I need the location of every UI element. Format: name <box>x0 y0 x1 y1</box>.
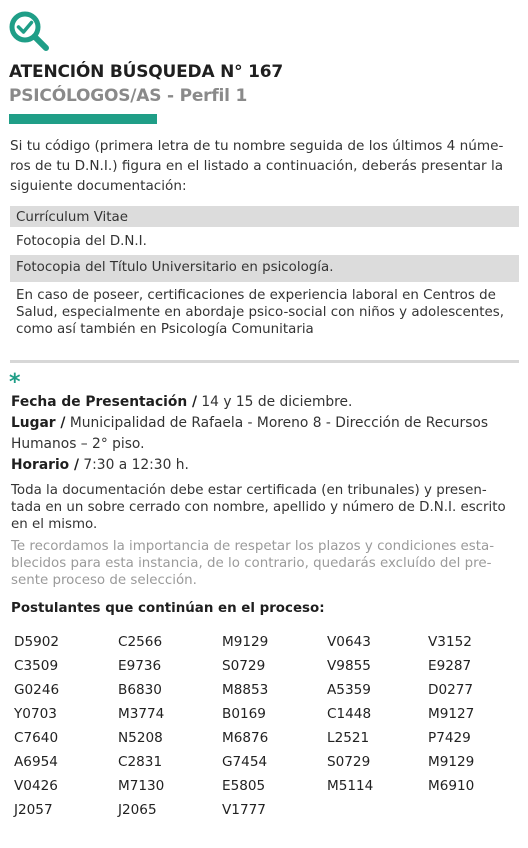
document-item-certificaciones <box>10 282 519 341</box>
applicant-code: N5208 <box>118 730 163 746</box>
applicant-code: M7130 <box>118 778 165 794</box>
applicant-code: G0246 <box>14 682 60 698</box>
applicants-title: Postulantes que continúan en el proceso: <box>11 601 325 616</box>
applicant-code: B0169 <box>222 706 266 722</box>
note-line: sente proceso de selección. <box>11 573 197 588</box>
document-label: Fotocopia del Título Universitario en psicología. <box>16 260 334 275</box>
applicant-code: E5805 <box>222 778 266 794</box>
applicant-code: V9855 <box>327 658 371 674</box>
applicant-code: D0277 <box>428 682 474 698</box>
applicant-code: M5114 <box>327 778 374 794</box>
document-line: En caso de poseer, certificaciones de experiencia laboral en Centros de <box>16 288 496 303</box>
lugar-value: Municipalidad de Rafaela - Moreno 8 - Dirección de Recursos <box>65 415 489 431</box>
applicant-code: G7454 <box>222 754 268 770</box>
intro-line: Si tu código (primera letra de tu nombre seguida de los últimos 4 núme- <box>10 138 504 154</box>
applicant-code: S0729 <box>222 658 266 674</box>
intro-line: ros de tu D.N.I.) figura en el listado a continuación, deberás presentar la <box>10 158 504 174</box>
applicant-code: V0643 <box>327 634 371 650</box>
applicant-code: E9736 <box>118 658 162 674</box>
applicant-code: C2831 <box>118 754 163 770</box>
applicant-code: M9127 <box>428 706 475 722</box>
intro-paragraph <box>10 136 518 196</box>
fecha-presentacion <box>11 392 516 413</box>
document-line: Salud, especialmente en abordaje psico-social con niños y adolescentes, <box>16 305 504 320</box>
applicant-code: A5359 <box>327 682 371 698</box>
applicant-code: M3774 <box>118 706 165 722</box>
applicant-code: D5902 <box>14 634 60 650</box>
applicant-code: M9129 <box>222 634 269 650</box>
applicant-code: B6830 <box>118 682 162 698</box>
document-item-cv <box>10 206 519 227</box>
applicant-code: A6954 <box>14 754 58 770</box>
fecha-label: Fecha de Presentación / <box>11 394 197 410</box>
document-list <box>10 206 519 341</box>
note-line: Toda la documentación debe estar certificada (en tribunales) y presen- <box>11 483 487 498</box>
applicant-codes-grid <box>14 630 514 830</box>
fecha-value: 14 y 15 de diciembre. <box>197 394 353 410</box>
note-line: Te recordamos la importancia de respetar los plazos y condiciones esta- <box>11 539 495 554</box>
horario <box>11 455 516 476</box>
applicant-code: V1777 <box>222 802 266 818</box>
applicant-code: J2065 <box>118 802 157 818</box>
reminder-note <box>11 538 519 589</box>
applicant-code: J2057 <box>14 802 53 818</box>
certification-note <box>11 482 519 533</box>
search-check-icon <box>8 10 50 52</box>
document-item-titulo <box>10 255 519 282</box>
applicant-code: C1448 <box>327 706 372 722</box>
applicant-code: C2566 <box>118 634 163 650</box>
applicant-code: M8853 <box>222 682 269 698</box>
document-label: Fotocopia del D.N.I. <box>16 234 147 249</box>
document-label: Currículum Vitae <box>16 210 128 225</box>
document-item-dni <box>10 227 519 255</box>
applicant-code: Y0703 <box>14 706 57 722</box>
document-line: como así también en Psicología Comunitaria <box>16 322 314 337</box>
note-line: blecidos para esta instancia, de lo contrario, quedarás excluído del pre- <box>11 556 492 571</box>
applicant-code: M6876 <box>222 730 269 746</box>
lugar-value: Humanos – 2° piso. <box>11 436 145 452</box>
note-line: tada en un sobre cerrado con nombre, apellido y número de D.N.I. escrito <box>11 500 506 515</box>
applicant-code: S0729 <box>327 754 371 770</box>
applicant-code: C3509 <box>14 658 59 674</box>
horario-label: Horario / <box>11 457 79 473</box>
applicant-code: L2521 <box>327 730 370 746</box>
applicant-code: P7429 <box>428 730 471 746</box>
asterisk-icon: * <box>9 370 21 395</box>
intro-line: siguiente documentación: <box>10 178 187 194</box>
lugar <box>11 413 516 434</box>
horario-value: 7:30 a 12:30 h. <box>79 457 189 473</box>
page-title: ATENCIÓN BÚSQUEDA N° 167 <box>9 62 284 82</box>
applicant-code: V3152 <box>428 634 472 650</box>
accent-bar <box>9 114 157 124</box>
applicant-code: M9129 <box>428 754 475 770</box>
page-subtitle: PSICÓLOGOS/AS - Perfil 1 <box>9 86 248 106</box>
lugar-continued <box>11 434 516 455</box>
divider <box>10 360 519 363</box>
applicant-code: E9287 <box>428 658 472 674</box>
applicant-code: M6910 <box>428 778 475 794</box>
applicant-code: C7640 <box>14 730 59 746</box>
applicant-code: V0426 <box>14 778 58 794</box>
lugar-label: Lugar / <box>11 415 66 431</box>
note-line: en el mismo. <box>11 517 98 532</box>
